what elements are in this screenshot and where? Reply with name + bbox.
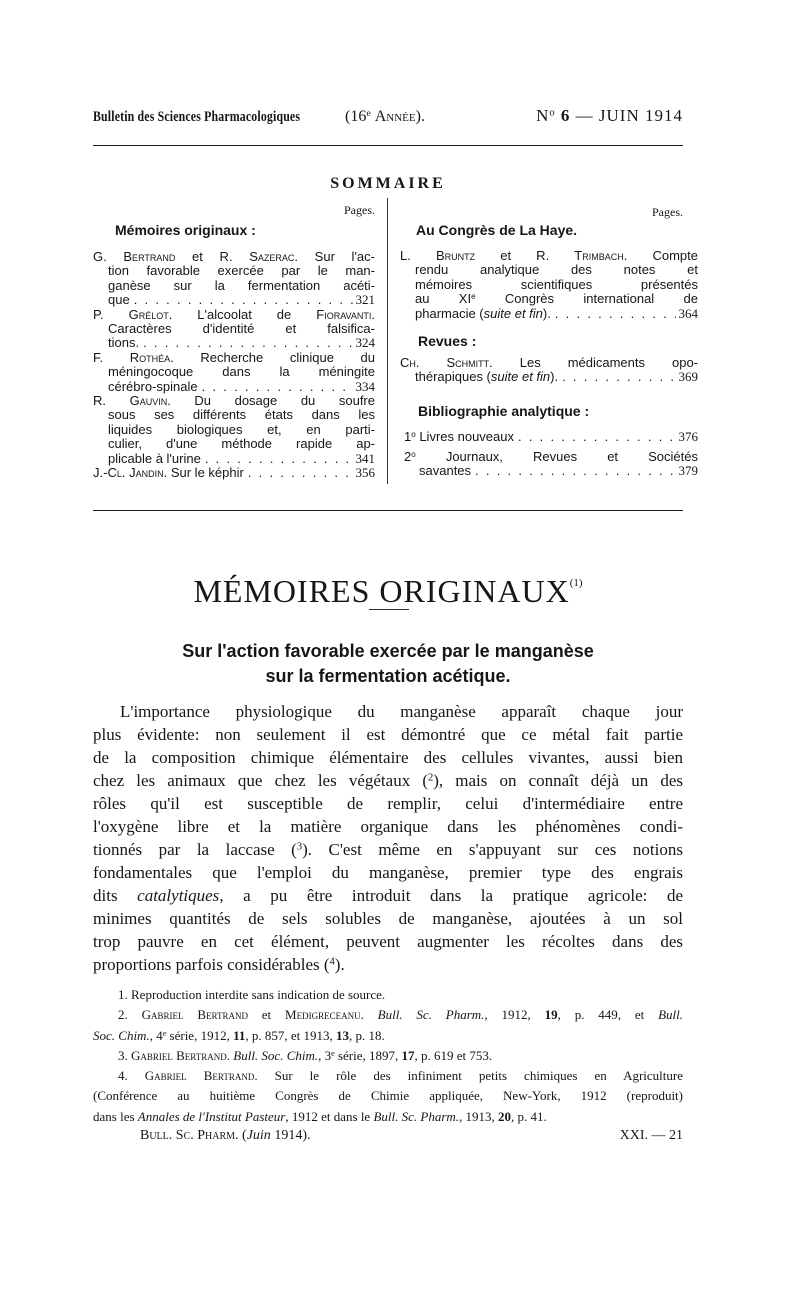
text-line (93, 1026, 683, 1046)
italic-text: catalytiques (137, 886, 220, 905)
text-run: l'oxygène libre et la matière organique dans les phénomènes condi- (93, 817, 683, 836)
text-run: série, 1912, (166, 1027, 234, 1043)
text-run: thérapiques ( (415, 369, 491, 385)
article-title-line: Sur l'action favorable exercée par le manganèse (182, 641, 594, 661)
text-line (108, 365, 375, 379)
text-line (108, 264, 375, 278)
text-run: . Recherche clinique du (170, 349, 375, 365)
text-run: ). C'est même en s'appuyant sur ces notions (302, 840, 683, 859)
text-line (93, 985, 683, 1005)
text-run: plicable à l'urine (108, 450, 201, 466)
text-line-content (108, 336, 139, 350)
text-run: . Sur le képhir (163, 465, 244, 481)
bold-text: 20 (498, 1108, 512, 1124)
toc-page-number: 364 (678, 305, 698, 321)
text-line (93, 1005, 683, 1025)
text-run: , 4 (149, 1027, 163, 1043)
text-run: Caractères d'identité et falsifica- (108, 321, 375, 337)
text-line (93, 861, 683, 884)
small-caps-text: Rothéa (129, 349, 171, 365)
small-caps-text: Bertrand (123, 249, 176, 264)
text-run: 4. (118, 1068, 145, 1084)
text-line (93, 930, 683, 953)
text-run: (16 (345, 108, 367, 125)
small-caps-text: Gauvin (129, 393, 168, 409)
journal-year (345, 106, 425, 128)
text-run: rôles qu'il est susceptible de remplir, celui d'intermédiaire entre (93, 794, 683, 813)
text-line (93, 1086, 683, 1106)
text-run: et R. (475, 248, 575, 263)
leader-dots (562, 370, 675, 384)
superscript: o (411, 429, 416, 439)
text-line (404, 450, 698, 464)
text-run: tion favorable exercée par le man- (108, 263, 375, 279)
text-line-content (419, 464, 471, 478)
text-run: . Du dosage du soufre (167, 393, 375, 409)
superscript: e (471, 292, 476, 302)
text-line-content (404, 430, 514, 444)
text-run: 1914). (270, 1128, 311, 1143)
text-run: série, 1897, (334, 1047, 402, 1063)
header-rule (93, 145, 683, 146)
text-run: , p. 449, et (557, 1007, 659, 1023)
small-caps-text: Gabriel Bertrand (144, 1068, 255, 1084)
italic-text: Annales de l'Institut Pasteur (137, 1108, 286, 1124)
text-line (93, 308, 375, 322)
text-run: 1 (404, 429, 412, 444)
text-run: et R. (175, 249, 250, 264)
text-line (404, 430, 698, 444)
text-line (108, 336, 375, 350)
small-caps-text: Trimbach (574, 248, 624, 263)
footnote (93, 985, 683, 1005)
text-line (93, 838, 683, 861)
section-heading (93, 562, 683, 612)
text-line (108, 380, 375, 394)
leader-dots (555, 307, 676, 321)
text-run: P. (93, 306, 129, 322)
text-run: savantes (419, 463, 472, 479)
text-line (415, 307, 698, 321)
text-run: méningocoque dans la méningite (108, 364, 375, 380)
toc-pages-label-right: Pages. (652, 205, 683, 219)
text-run: L'importance physiologique du manganèse apparaît chaque jour (120, 702, 683, 721)
text-run: tions. (108, 335, 140, 351)
text-run: rendu analytique des notes et (415, 262, 698, 278)
text-run: que (108, 292, 130, 308)
small-caps-text: Jandin (129, 465, 164, 481)
text-run: , p. 41. (511, 1108, 547, 1124)
bold-text: 17 (401, 1047, 415, 1063)
text-run: 3. (118, 1047, 131, 1063)
text-run: . Compte (623, 248, 698, 263)
footnote-reference: (1) (569, 577, 583, 589)
toc-entry (93, 394, 375, 466)
text-run: ). (542, 305, 551, 321)
text-run: et (247, 1007, 286, 1023)
text-run: ( (238, 1128, 247, 1143)
small-caps-text: Fioravanti (316, 306, 372, 322)
text-line-content (108, 380, 198, 394)
italic-text: Bull. Sc. Pharm. (373, 1108, 460, 1124)
text-run: dans les (93, 1108, 138, 1124)
text-line (400, 249, 698, 263)
section-heading-text: MÉMOIRES ORIGINAUX (193, 573, 570, 609)
text-run: , p. 619 et 753. (414, 1047, 493, 1063)
text-run: . (360, 1007, 378, 1023)
text-run: , p. 857, et 1913, (245, 1027, 337, 1043)
text-run: , a pu être introduit dans la pratique agricole: de (219, 886, 684, 905)
small-caps-text: Sazerac (249, 249, 295, 264)
text-line (93, 250, 375, 264)
leader-dots (248, 466, 353, 480)
text-line-content (415, 370, 558, 384)
text-run: , 3 (318, 1047, 332, 1063)
text-run: Congrès international de (475, 291, 698, 307)
toc-page-number: 356 (355, 465, 375, 481)
text-run: de la composition chimique élémentaire des cellules vivantes, aussi bien (93, 748, 683, 767)
text-line (93, 907, 683, 930)
text-run: R. (93, 393, 130, 409)
toc-entry (93, 250, 375, 308)
small-caps-text: Grélot (128, 306, 169, 322)
toc-section-heading-memoires: Mémoires originaux : (115, 222, 256, 238)
footnote (93, 1005, 683, 1046)
text-line (419, 464, 698, 478)
leader-dots (518, 430, 676, 444)
text-line (108, 437, 375, 451)
text-line-content (108, 293, 130, 307)
superscript: 3 (296, 841, 303, 853)
superscript: e (366, 108, 371, 120)
text-line (93, 1066, 683, 1086)
italic-text: Juin (246, 1128, 271, 1143)
text-line (108, 408, 375, 422)
toc-entry (93, 466, 375, 480)
text-run: F. (93, 349, 130, 365)
text-run: (Conférence au huitième Congrès de Chimie appliquée, New-York, 1912 (reproduit) (93, 1088, 683, 1104)
toc-column-divider (387, 198, 388, 484)
toc-entry (400, 249, 698, 321)
text-run: plus évidente: non seulement il est démontré que ce métal fait partie (93, 725, 683, 744)
small-caps-text: Cl (107, 465, 122, 481)
toc-entry (404, 430, 698, 444)
footnote (93, 1066, 683, 1127)
text-run: J.- (93, 465, 108, 481)
text-run: ganèse sur la fermentation acéti- (108, 277, 375, 293)
text-run: 1. Reproduction interdite sans indication de source. (118, 987, 386, 1002)
text-run: . Les médicaments opo- (489, 355, 699, 370)
text-line (93, 792, 683, 815)
text-run: . L'alcoolat de (168, 306, 317, 322)
text-line (108, 423, 375, 437)
text-run: ). (550, 369, 559, 385)
leader-dots (134, 293, 353, 307)
text-run: minimes quantités de sels solubles de manganèse, ajoutées à un sol (93, 909, 683, 928)
text-line (93, 700, 683, 723)
text-run: cérébro-spinale (108, 378, 198, 394)
text-line (400, 356, 698, 370)
italic-text: Soc. Chim. (93, 1027, 150, 1043)
bold-text: 19 (544, 1007, 558, 1023)
toc-page-number: 324 (355, 335, 375, 351)
leader-dots (143, 336, 352, 350)
superscript: o (411, 449, 416, 459)
text-line (93, 815, 683, 838)
toc-entry (93, 308, 375, 351)
text-run: fondamentales que l'emploi du manganèse, premier type des engrais (93, 863, 683, 882)
toc-page-number: 369 (678, 369, 698, 385)
text-run: , 1912, (484, 1007, 545, 1023)
text-line (415, 278, 698, 292)
italic-text: suite et fin (490, 369, 551, 385)
italic-text: suite et fin (483, 305, 543, 321)
text-line (93, 884, 683, 907)
article-body (93, 700, 683, 976)
text-run: ). (334, 955, 345, 974)
text-line (108, 279, 375, 293)
text-line (93, 1107, 683, 1127)
text-line (93, 466, 375, 480)
superscript: 2 (427, 772, 434, 784)
text-run: chez les animaux que chez les végétaux ( (93, 771, 428, 790)
toc-section-heading-revues: Revues : (418, 333, 477, 349)
toc-section-heading-bibliographie: Bibliographie analytique : (418, 403, 590, 419)
toc-section-heading-congres: Au Congrès de La Haye. (416, 222, 578, 238)
superscript: o (549, 107, 556, 119)
article-title-line: sur la fermentation acétique. (265, 666, 511, 686)
toc-pages-label-left: Pages. (344, 203, 375, 217)
toc-page-number: 379 (678, 463, 698, 479)
bold-text: 11 (233, 1027, 246, 1043)
text-line-content (415, 307, 551, 321)
text-run: L. (400, 248, 436, 263)
text-run: , 1913, (459, 1108, 499, 1124)
text-run: pharmacie ( (415, 305, 484, 321)
text-run: . (371, 306, 375, 322)
text-run: . (121, 465, 130, 481)
text-run: G. (93, 249, 124, 264)
text-run: ). (415, 108, 425, 125)
text-line (93, 953, 683, 976)
text-line (415, 263, 698, 277)
heading-underline (369, 609, 409, 610)
text-line-content (93, 466, 244, 480)
small-caps-text: Année (374, 108, 416, 125)
text-run: — JUIN 1914 (570, 106, 683, 125)
bold-text: 13 (336, 1027, 350, 1043)
text-run: 2. (118, 1007, 142, 1023)
text-run: . Sur le rôle des infiniment petits chimiques en Agriculture (254, 1068, 684, 1084)
superscript: 4 (329, 956, 335, 968)
toc-bottom-rule (93, 510, 683, 511)
small-caps-text: Medigreceanu (285, 1007, 361, 1023)
italic-text: Bull. (658, 1007, 684, 1023)
text-run: proportions parfois considérables ( (93, 955, 330, 974)
footnotes (93, 985, 683, 1127)
text-run: Livres nouveaux (415, 429, 514, 444)
leader-dots (202, 380, 353, 394)
text-line (93, 351, 375, 365)
italic-text: Bull. Sc. Pharm. (377, 1007, 485, 1023)
journal-title: Bulletin des Sciences Pharmacologiques (93, 109, 301, 125)
text-run: , 1912 et dans le (285, 1108, 374, 1124)
footnote (93, 1046, 683, 1066)
text-run: . Sur l'ac- (294, 249, 375, 264)
toc-left-column (93, 250, 375, 481)
text-line (415, 292, 698, 306)
text-line (93, 769, 683, 792)
text-run: ), mais on connaît déjà un des (433, 771, 683, 790)
text-run: sous ses différents états dans les (108, 407, 375, 423)
page-signature: XXI. — 21 (619, 1128, 683, 1143)
text-line (93, 394, 375, 408)
leader-dots (205, 452, 353, 466)
toc-title: SOMMAIRE (330, 175, 446, 192)
leader-dots (475, 464, 675, 478)
text-line (93, 746, 683, 769)
toc-page-number: 334 (355, 378, 375, 394)
text-run: dits (93, 886, 138, 905)
text-run: tionnés par la laccase ( (93, 840, 297, 859)
small-caps-text: Bruntz (435, 248, 476, 263)
text-run: culier, d'une méthode rapide ap- (108, 436, 375, 452)
text-line-content (108, 452, 201, 466)
text-line (93, 723, 683, 746)
toc-entry (93, 351, 375, 394)
text-run: , p. 18. (349, 1027, 385, 1043)
small-caps-text: Ch. Schmitt (400, 355, 490, 370)
text-line (108, 452, 375, 466)
page-footer-citation (140, 1126, 310, 1146)
text-run: 2 (404, 449, 412, 464)
small-caps-text: Bull. Sc. Pharm. (140, 1128, 239, 1143)
text-run: N (536, 106, 550, 125)
text-run: liquides biologiques et, en parti- (108, 421, 375, 437)
text-line (93, 1046, 683, 1066)
superscript: e (331, 1048, 335, 1058)
italic-text: Bull. Soc. Chim. (233, 1047, 319, 1063)
bold-text: 6 (560, 106, 571, 125)
text-line (108, 293, 375, 307)
small-caps-text: Gabriel Bertrand (141, 1007, 248, 1023)
toc-page-number: 376 (678, 429, 698, 444)
text-run: au XI (415, 291, 472, 307)
text-line (108, 322, 375, 336)
text-run: mémoires scientifiques présentés (415, 276, 698, 292)
text-run: trop pauvre en cet élément, peuvent augmenter les récoltes dans des (93, 932, 683, 951)
toc-entry (400, 356, 698, 385)
small-caps-text: Gabriel Bertrand (131, 1047, 227, 1063)
toc-page-number: 321 (355, 292, 375, 308)
text-line (415, 370, 698, 384)
text-run: . (226, 1047, 234, 1063)
issue-number-date (536, 105, 683, 127)
toc-page-number: 341 (355, 450, 375, 466)
toc-entry (404, 450, 698, 479)
text-run: Journaux, Revues et Sociétés (415, 449, 698, 464)
superscript: e (162, 1028, 167, 1038)
